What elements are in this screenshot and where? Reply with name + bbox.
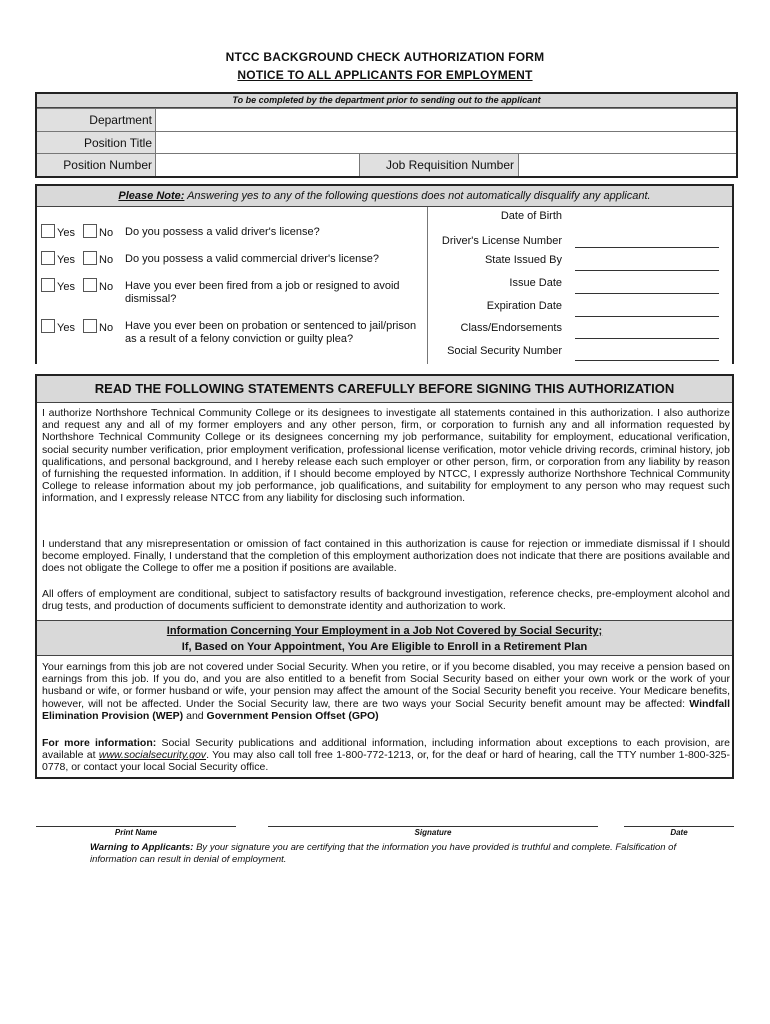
issue-date-field[interactable]: [575, 292, 719, 294]
department-field[interactable]: [159, 109, 729, 131]
department-row: [37, 108, 736, 131]
yes-label: Yes: [57, 227, 75, 239]
please-note-text: Answering yes to any of the following questions does not automatically disqualify any applicant.: [184, 190, 651, 202]
question-3: Have you ever been fired from a job or resigned to avoid dismissal?: [125, 280, 400, 305]
q2-no[interactable]: [83, 251, 113, 266]
no-label: No: [99, 281, 114, 293]
expiration-date-label: Expiration Date: [486, 300, 562, 312]
q3-yes-checkbox[interactable]: [41, 278, 55, 292]
no-label: No: [99, 322, 114, 334]
q1-yes[interactable]: [41, 224, 75, 239]
job-requisition-field[interactable]: [522, 154, 732, 176]
statement-paragraph-3: All offers of employment are conditional, subject to satisfactory results of background investigation, reference checks, pre-employment alcohol and drug tests, and production of documents sufficient to demonstrate identity and authorization to work.: [42, 588, 730, 613]
department-section-header: To be completed by the department prior to sending out to the applicant: [37, 94, 736, 108]
gpo-term: Government Pension Offset (GPO): [206, 709, 379, 722]
please-note-header: [37, 186, 732, 207]
no-label: No: [99, 227, 114, 239]
position-title-label: Position Title: [37, 132, 156, 154]
form-subtitle: NOTICE TO ALL APPLICANTS FOR EMPLOYMENT: [237, 68, 533, 82]
info-header-line-2: If, Based on Your Appointment, You Are Eligible to Enroll in a Retirement Plan: [181, 641, 588, 653]
please-note-label: Please Note:: [118, 190, 185, 202]
dl-number-field[interactable]: [575, 246, 719, 248]
license-info-panel: [427, 207, 733, 364]
warning-text: By your signature you are certifying that the information you have provided is truthful and complete. Falsification of information can result in denial of employment.: [90, 842, 677, 865]
yes-label: Yes: [57, 254, 75, 266]
statement-paragraph-2: I understand that any misrepresentation or omission of fact contained in this authorization is cause for rejection or immediate dismissal if I should become employed. Finally, I understand that the completion of this employment authorization does not indicate that there are positions available and does not obligate the College to offer me a position if positions are available.: [42, 538, 730, 575]
statement-paragraph-4: [42, 661, 730, 722]
q3-no-checkbox[interactable]: [83, 278, 97, 292]
position-number-label: Position Number: [37, 154, 156, 176]
statements-header: [37, 376, 732, 403]
p4-and: and: [183, 709, 207, 722]
department-label: Department: [37, 109, 156, 131]
q1-no-checkbox[interactable]: [83, 224, 97, 238]
social-security-link[interactable]: www.socialsecurity.gov: [98, 749, 207, 762]
q3-yes[interactable]: [41, 278, 75, 293]
question-1: Do you possess a valid driver's license?: [125, 226, 320, 238]
date-label: Date: [670, 828, 688, 837]
wep-term: Windfall Elimination Provision (WEP): [42, 697, 730, 722]
issue-date-label: Issue Date: [509, 277, 562, 289]
q4-yes-checkbox[interactable]: [41, 319, 55, 333]
department-section: [35, 92, 738, 178]
dl-number-label: Driver's License Number: [441, 235, 562, 247]
dob-label: Date of Birth: [500, 210, 562, 222]
expiration-date-field[interactable]: [575, 315, 719, 317]
position-number-field[interactable]: [159, 154, 357, 176]
no-label: No: [99, 254, 114, 266]
question-2: Do you possess a valid commercial driver's license?: [125, 253, 379, 265]
class-endorsements-label: Class/Endorsements: [460, 322, 562, 334]
statement-paragraph-5: [42, 737, 730, 774]
q4-yes[interactable]: [41, 319, 75, 334]
job-requisition-label: Job Requisition Number: [359, 154, 519, 176]
p5-text-a: Social Security publications and additional information, including information about exceptions to each provision, are available at: [42, 737, 730, 762]
q1-no[interactable]: [83, 224, 113, 239]
class-endorsements-field[interactable]: [575, 337, 719, 339]
form-title: NTCC BACKGROUND CHECK AUTHORIZATION FORM: [225, 50, 545, 64]
yes-label: Yes: [57, 281, 75, 293]
social-security-info-header: [37, 620, 732, 656]
state-issued-label: State Issued By: [484, 254, 562, 266]
position-title-field[interactable]: [159, 132, 729, 154]
q4-no-checkbox[interactable]: [83, 319, 97, 333]
state-issued-field[interactable]: [575, 269, 719, 271]
yes-label: Yes: [57, 322, 75, 334]
statement-paragraph-1: I authorize Northshore Technical Community College or its designees to investigate all statements contained in this authorization. I also authorize and request any and all of my former employers and any other person, firm, or corporation to furnish any and all information requested by Northshore Technical Community College or its designees concerning my job performance, suitability for employment, educational verification, social security number verification, prior employment verification, professional license verification, motor vehicle driving records, criminal history, job qualifications, and personal background, and I hereby release each such employer or other person, firm, or corporation from any liability by reason of furnishing the requested information. In addition, if I should become employed by NTCC, I expressly authorize Northshore Technical Community College to release information about my job performance, job qualifications, and suitability for employment to any person who may request such information, and I expressly release NTCC from any liability for disclosing such information.: [42, 407, 730, 505]
q3-no[interactable]: [83, 278, 113, 293]
more-info-label: For more information:: [42, 737, 157, 749]
q2-yes[interactable]: [41, 251, 75, 266]
statements-section: [35, 374, 734, 779]
questions-section: [35, 184, 734, 364]
q2-no-checkbox[interactable]: [83, 251, 97, 265]
ssn-field[interactable]: [575, 359, 719, 361]
q2-yes-checkbox[interactable]: [41, 251, 55, 265]
position-title-row: [37, 131, 736, 154]
warning-to-applicants: [90, 842, 690, 866]
print-name-label: Print Name: [114, 828, 158, 837]
warning-label: Warning to Applicants:: [90, 842, 194, 853]
statements-header-text: READ THE FOLLOWING STATEMENTS CAREFULLY BEFORE SIGNING THIS AUTHORIZATION: [94, 381, 675, 396]
info-header-line-1: Information Concerning Your Employment in a Job Not Covered by Social Security;: [166, 625, 603, 637]
position-number-row: [37, 153, 736, 176]
q1-yes-checkbox[interactable]: [41, 224, 55, 238]
ssn-label: Social Security Number: [447, 345, 562, 357]
signature-label: Signature: [414, 828, 452, 837]
q4-no[interactable]: [83, 319, 113, 334]
p5-text-b: . You may also call toll free 1-800-772-1213, or, for the deaf or hard of hearing, call the TTY number 1-800-325-0778, or contact your local Social Security office.: [42, 749, 730, 774]
p4-text: Your earnings from this job are not covered under Social Security. When you retire, or if you become disabled, you may receive a pension based on earnings from this job. If you do, and you are also entitled to a benefit from Social Security based on either your own work or the work of your husband or wife, or former husband or wife, your pension may affect the amount of the Social Security benefit you receive. Your Medicare benefits, however, will not be affected. Under the Social Security law, there are two ways your Social Security benefit amount may be affected:: [42, 661, 730, 710]
question-4: Have you ever been on probation or sentenced to jail/prison as a result of a felony conviction or guilty plea?: [125, 320, 417, 345]
